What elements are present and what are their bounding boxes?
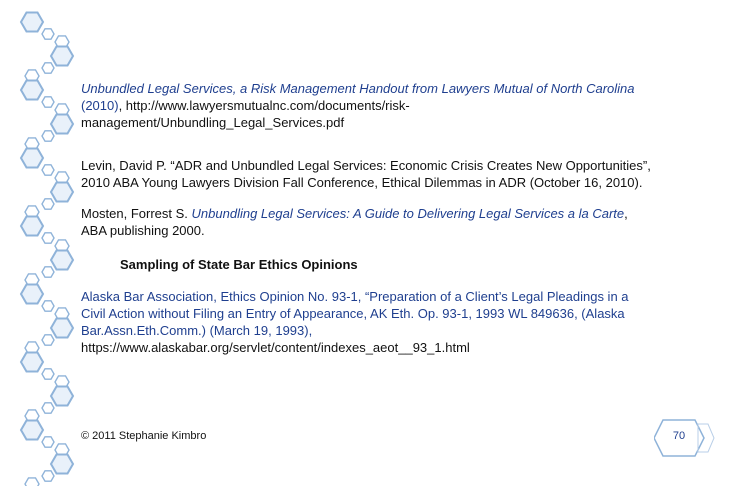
hexagon-icon bbox=[51, 455, 73, 474]
hexagon-icon bbox=[51, 387, 73, 406]
hexagon-icon bbox=[42, 199, 54, 209]
hexagon-icon bbox=[42, 29, 54, 39]
hexagon-icon bbox=[21, 149, 43, 168]
hexagon-icon bbox=[25, 478, 39, 486]
hexagon-icon bbox=[51, 251, 73, 270]
hexagon-icon bbox=[42, 165, 54, 175]
reference-alaska-bar bbox=[81, 288, 651, 356]
hexagon-icon bbox=[21, 217, 43, 236]
page-number: 70 bbox=[672, 430, 686, 442]
hexagon-icon bbox=[42, 369, 54, 379]
hexagon-icon bbox=[42, 267, 54, 277]
reference-text: Alaska Bar Association, Ethics Opinion No. 93-1, “Preparation of a Client’s Legal Pleadings in a Civil Action without Filing an Entry of Appearance, AK Eth. Op. 93-1, 1993 WL 849636, (Alaska Bar.Assn.Eth.Comm.) (March 19, 1993), bbox=[81, 289, 629, 338]
hexagon-icon bbox=[42, 403, 54, 413]
reference-author: Mosten, Forrest S. bbox=[81, 206, 192, 221]
hexagon-icon bbox=[51, 183, 73, 202]
hexagon-chain-decoration bbox=[18, 8, 80, 486]
hexagon-icon bbox=[21, 13, 43, 32]
hexagon-icon bbox=[51, 47, 73, 66]
reference-mosten bbox=[81, 205, 651, 239]
section-heading: Sampling of State Bar Ethics Opinions bbox=[120, 257, 358, 272]
reference-lawyers-mutual bbox=[81, 80, 651, 131]
hexagon-icon bbox=[42, 437, 54, 447]
reference-publisher: , ABA publishing 2000. bbox=[81, 206, 628, 238]
hexagon-icon bbox=[42, 335, 54, 345]
reference-title: Unbundled Legal Services, a Risk Management Handout from Lawyers Mutual of North Carolina bbox=[81, 81, 635, 96]
hexagon-icon bbox=[21, 353, 43, 372]
hexagon-icon bbox=[42, 471, 54, 481]
reference-book-title: Unbundling Legal Services: A Guide to Delivering Legal Services a la Carte bbox=[191, 206, 625, 221]
hexagon-icon bbox=[21, 285, 43, 304]
reference-url: , http://www.lawyersmutualnc.com/documents/risk-management/Unbundling_Legal_Services.pdf bbox=[81, 98, 410, 130]
page-number-badge bbox=[654, 418, 716, 458]
hexagon-icon bbox=[42, 131, 54, 141]
reference-url: https://www.alaskabar.org/servlet/content/indexes_aeot__93_1.html bbox=[81, 340, 470, 355]
hexagon-icon bbox=[51, 319, 73, 338]
reference-text: Levin, David P. “ADR and Unbundled Legal Services: Economic Crisis Creates New Opportunities”, 2010 ABA Young Lawyers Division Fall Conference, Ethical Dilemmas in ADR (October 16, 2010). bbox=[81, 158, 651, 190]
hexagon-icon bbox=[42, 97, 54, 107]
reference-levin bbox=[81, 157, 651, 191]
hexagon-icon bbox=[42, 233, 54, 243]
hexagon-icon bbox=[42, 301, 54, 311]
hexagon-icon bbox=[21, 421, 43, 440]
hexagon-icon bbox=[51, 115, 73, 134]
references-body bbox=[81, 80, 651, 356]
reference-year: (2010) bbox=[81, 98, 119, 113]
footer-copyright: © 2011 Stephanie Kimbro bbox=[81, 430, 207, 442]
hexagon-icon bbox=[42, 63, 54, 73]
hexagon-icon bbox=[21, 81, 43, 100]
